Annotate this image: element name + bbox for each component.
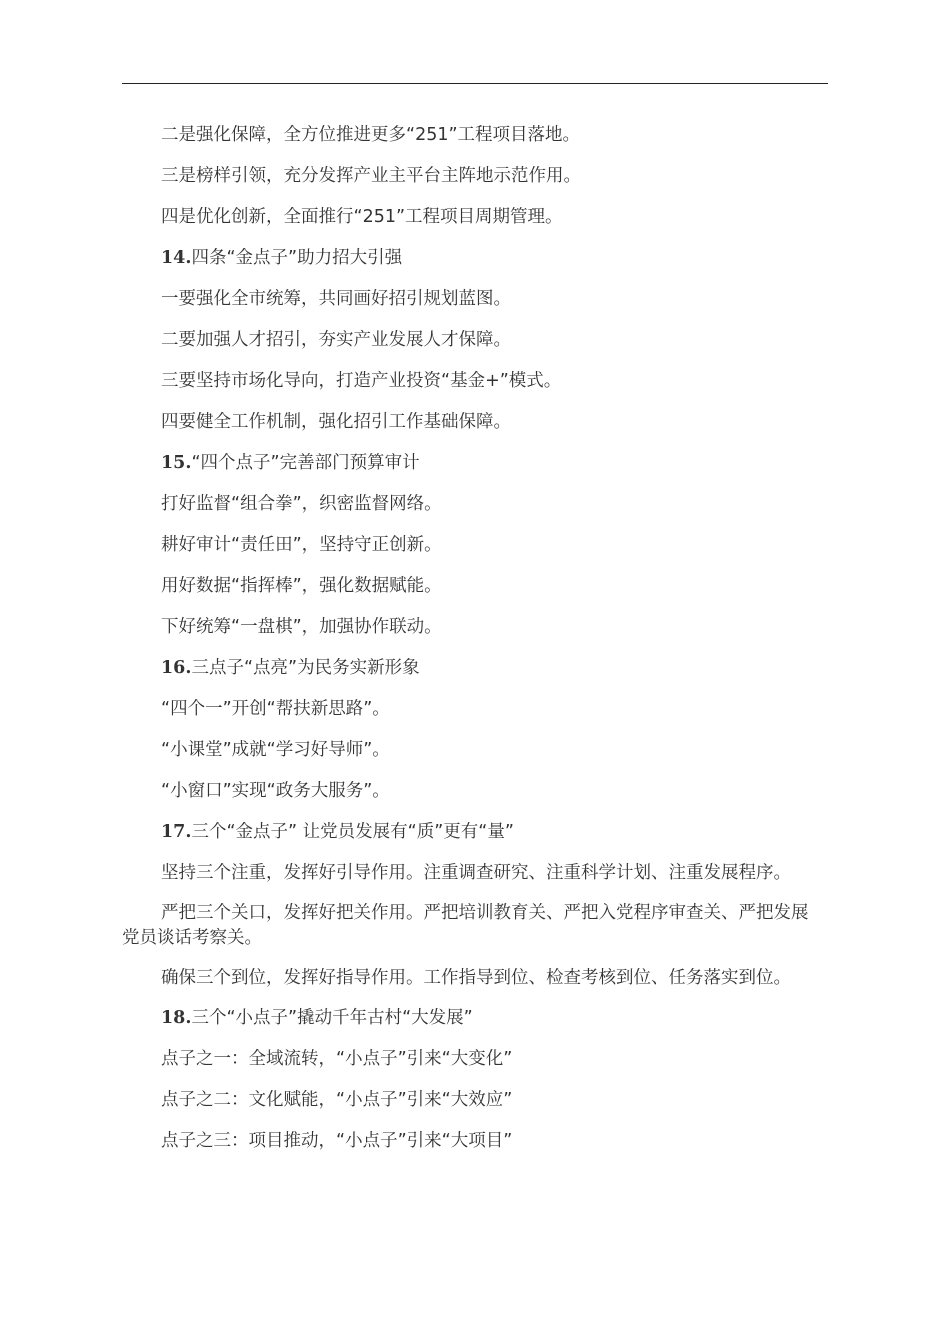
paragraph: 耕好审计“责任田”，坚持守正创新。 bbox=[161, 535, 442, 555]
section-heading bbox=[122, 246, 812, 270]
paragraph: “四个一”开创“帮扶新思路”。 bbox=[161, 699, 390, 719]
header-rule bbox=[122, 83, 828, 84]
paragraph: 打好监督“组合拳”，织密监督网络。 bbox=[161, 494, 442, 514]
paragraph: 确保三个到位，发挥好指导作用。工作指导到位、检查考核到位、任务落实到位。 bbox=[161, 968, 791, 988]
section-number: 14. bbox=[161, 248, 192, 268]
section-heading bbox=[122, 451, 812, 475]
section-number: 18. bbox=[161, 1008, 192, 1028]
document-body bbox=[122, 123, 812, 1170]
section-number: 16. bbox=[161, 658, 192, 678]
paragraph: “小课堂”成就“学习好导师”。 bbox=[161, 740, 390, 760]
section-title: 三个“小点子”撬动千年古村“大发展” bbox=[191, 1008, 473, 1028]
paragraph: 坚持三个注重，发挥好引导作用。注重调查研究、注重科学计划、注重发展程序。 bbox=[161, 863, 791, 883]
paragraph: 严把三个关口，发挥好把关作用。严把培训教育关、严把入党程序审查关、严把发展党员谈话考察关。 bbox=[122, 903, 809, 948]
paragraph: 点子之一：全域流转，“小点子”引来“大变化” bbox=[161, 1049, 513, 1069]
section-heading bbox=[122, 1006, 812, 1030]
paragraph: 点子之三：项目推动，“小点子”引来“大项目” bbox=[161, 1131, 513, 1151]
paragraph: 点子之二：文化赋能，“小点子”引来“大效应” bbox=[161, 1090, 513, 1110]
section-number: 15. bbox=[161, 453, 192, 473]
section-title: “四个点子”完善部门预算审计 bbox=[191, 453, 420, 473]
section-number: 17. bbox=[161, 822, 192, 842]
section-heading bbox=[122, 656, 812, 680]
paragraph: 四要健全工作机制，强化招引工作基础保障。 bbox=[161, 412, 511, 432]
paragraph: 二要加强人才招引，夯实产业发展人才保障。 bbox=[161, 330, 511, 350]
section-title: 三点子“点亮”为民务实新形象 bbox=[191, 658, 420, 678]
paragraph: “小窗口”实现“政务大服务”。 bbox=[161, 781, 390, 801]
paragraph: 一要强化全市统筹，共同画好招引规划蓝图。 bbox=[161, 289, 511, 309]
paragraph: 用好数据“指挥棒”，强化数据赋能。 bbox=[161, 576, 442, 596]
paragraph: 四是优化创新，全面推行“251”工程项目周期管理。 bbox=[161, 207, 563, 227]
section-title: 三个“金点子” 让党员发展有“质”更有“量” bbox=[191, 822, 514, 842]
section-title: 四条“金点子”助力招大引强 bbox=[191, 248, 403, 268]
section-heading bbox=[122, 820, 812, 844]
paragraph: 三要坚持市场化导向，打造产业投资“基金+”模式。 bbox=[161, 371, 562, 391]
paragraph: 下好统筹“一盘棋”，加强协作联动。 bbox=[161, 617, 442, 637]
paragraph: 二是强化保障，全方位推进更多“251”工程项目落地。 bbox=[161, 125, 581, 145]
paragraph: 三是榜样引领，充分发挥产业主平台主阵地示范作用。 bbox=[161, 166, 581, 186]
